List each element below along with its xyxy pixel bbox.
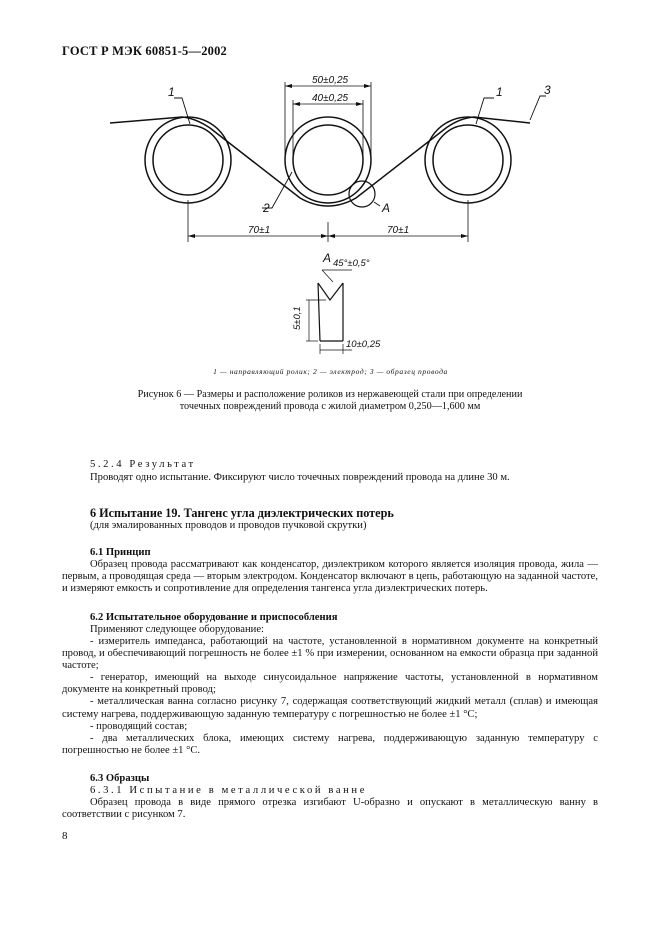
equipment-item: - металлическая ванна согласно рисунку 7, содержащая соответствующий жидкий металл (сплав) и имеющая систему нагрева, поддерживающую заданную температуру с погрешностью не более ±1 °С;	[62, 696, 598, 720]
left-roller-outer	[145, 117, 231, 203]
figure-legend: 1 — направляющий ролик; 2 — электрод; 3 — образец провода	[213, 367, 448, 376]
section-5-2-4-title: 5.2.4 Результат	[90, 459, 196, 470]
document-header: ГОСТ Р МЭК 60851-5—2002	[62, 44, 227, 58]
section-6-1-title: 6.1 Принцип	[90, 547, 151, 558]
dim-height-label: 5±0,1	[292, 306, 303, 330]
label-electrode: 2	[263, 201, 270, 215]
equipment-item: - измеритель импеданса, работающий на частоте, установленной в нормативном документе на конкретный провод, и обеспечивающий погрешность не более ±1 % при измерении, основанном на емкости образца при заданной частоте;	[62, 636, 598, 672]
label-detail: A	[382, 201, 391, 215]
figure-caption-line1: Рисунок 6 — Размеры и расположение роликов из нержавеющей стали при определении	[137, 389, 523, 400]
figure-caption	[100, 389, 560, 413]
label-roller-right: 1	[496, 85, 503, 99]
equipment-list	[62, 636, 598, 757]
equipment-item: - проводящий состав;	[90, 720, 188, 732]
wire-path	[110, 117, 530, 206]
middle-electrode-outer	[285, 117, 371, 203]
dim-width-label: 10±0,25	[346, 339, 381, 350]
figure-caption-line2: точечных повреждений провода с жилой диаметром 0,250—1,600 мм	[179, 401, 481, 412]
figure-6-drawing	[0, 60, 661, 365]
section-5-2-4-text: Проводят одно испытание. Фиксируют число точечных повреждений провода на длине 30 м.	[90, 472, 510, 483]
section-6-3-1-title: 6.3.1 Испытание в металлической ванне	[90, 785, 368, 796]
label-detail-title: A	[323, 251, 332, 265]
label-sample: 3	[544, 83, 551, 97]
label-roller-left: 1	[168, 85, 175, 99]
section-6-2-title: 6.2 Испытательное оборудование и приспособления	[90, 612, 338, 623]
section-6-2-intro: Применяют следующее оборудование:	[90, 624, 264, 635]
dim-angle-label: 45°±0,5°	[333, 258, 370, 269]
dim-outer-label: 50±0,25	[312, 75, 349, 86]
dim-left-span-label: 70±1	[248, 225, 271, 236]
section-6-subtitle: (для эмалированных проводов и проводов пучковой скрутки)	[90, 520, 367, 531]
right-roller-inner	[433, 125, 503, 195]
left-roller-inner	[153, 125, 223, 195]
right-roller-outer	[425, 117, 511, 203]
section-6-3-1-text: Образец провода в виде прямого отрезка изгибают U-образно и опускают в металлическую ванну в соответствии с рисунком 7.	[62, 797, 598, 821]
equipment-item: - генератор, имеющий на выходе синусоидальное напряжение частоты, установленной в нормативном документе на конкретный провод;	[62, 672, 598, 696]
section-6-3-title: 6.3 Образцы	[90, 773, 150, 784]
dim-right-span-label: 70±1	[387, 225, 410, 236]
equipment-item: - два металлических блока, имеющих систему нагрева, поддерживающую заданную температуру с погрешностью не более ±1 °С.	[62, 732, 598, 756]
dim-inner-label: 40±0,25	[312, 93, 349, 104]
page-number: 8	[62, 830, 68, 842]
section-6-title: 6 Испытание 19. Тангенс угла диэлектрических потерь	[90, 506, 394, 520]
section-6-1-text: Образец провода рассматривают как конденсатор, диэлектриком которого является изоляция провода, жила — первым, а проводящая среда — вторым электродом. Конденсатор включают в цепь, работающую на заданной частоте, и измеряют емкость и сопротивление для определения тангенса угла диэлектрических потерь.	[62, 559, 598, 595]
